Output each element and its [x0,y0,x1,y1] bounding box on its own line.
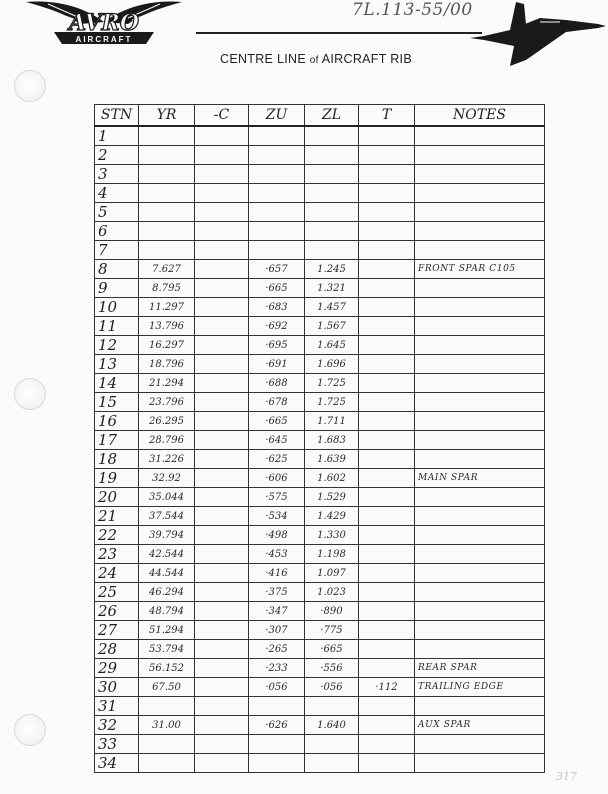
cell-notes: AUX SPAR [415,716,545,735]
table-row [95,488,545,507]
cell-zl: 1.245 [305,260,359,279]
table-row [95,412,545,431]
cell-c [195,317,249,336]
cell-notes [415,488,545,507]
cell-c [195,393,249,412]
cell-c [195,716,249,735]
cell-yr: 21.294 [139,374,195,393]
delta-jet-icon [470,0,608,68]
cell-zu: ·665 [249,412,305,431]
cell-zl [305,146,359,165]
cell-notes [415,279,545,298]
column-header-zu: ZU [249,105,305,127]
cell-zl: 1.097 [305,564,359,583]
cell-stn: 31 [95,697,139,716]
cell-notes [415,450,545,469]
cell-stn: 16 [95,412,139,431]
cell-t [359,260,415,279]
table-row [95,564,545,583]
cell-yr: 28.796 [139,431,195,450]
cell-yr: 16.297 [139,336,195,355]
cell-yr [139,222,195,241]
cell-notes [415,621,545,640]
table-row [95,260,545,279]
cell-zu: ·498 [249,526,305,545]
table-row [95,184,545,203]
cell-zl: ·890 [305,602,359,621]
cell-yr: 8.795 [139,279,195,298]
table-row [95,279,545,298]
cell-zu [249,146,305,165]
cell-zl: 1.696 [305,355,359,374]
cell-t [359,640,415,659]
cell-zu [249,203,305,222]
cell-stn: 25 [95,583,139,602]
column-header-notes: NOTES [415,105,545,127]
table-row [95,507,545,526]
cell-yr: 46.294 [139,583,195,602]
cell-t [359,279,415,298]
cell-c [195,469,249,488]
cell-stn: 29 [95,659,139,678]
cell-stn: 2 [95,146,139,165]
cell-notes [415,583,545,602]
cell-zu: ·665 [249,279,305,298]
cell-zl: 1.645 [305,336,359,355]
table-row [95,545,545,564]
cell-stn: 10 [95,298,139,317]
cell-zu [249,735,305,754]
table-row [95,640,545,659]
table-row [95,393,545,412]
table-row [95,317,545,336]
cell-yr: 31.00 [139,716,195,735]
table-row [95,716,545,735]
cell-c [195,697,249,716]
table-row [95,431,545,450]
cell-zu [249,165,305,184]
cell-zu [249,184,305,203]
cell-t [359,507,415,526]
cell-yr: 11.297 [139,298,195,317]
cell-stn: 3 [95,165,139,184]
cell-notes [415,298,545,317]
cell-t [359,412,415,431]
cell-zl: 1.457 [305,298,359,317]
cell-stn: 27 [95,621,139,640]
cell-c [195,450,249,469]
cell-notes [415,355,545,374]
cell-stn: 8 [95,260,139,279]
cell-stn: 7 [95,241,139,260]
cell-notes: MAIN SPAR [415,469,545,488]
cell-yr: 37.544 [139,507,195,526]
cell-c [195,184,249,203]
cell-zu [249,222,305,241]
cell-c [195,146,249,165]
cell-yr: 67.50 [139,678,195,697]
cell-zu: ·691 [249,355,305,374]
cell-c [195,602,249,621]
cell-yr [139,165,195,184]
cell-yr: 26.295 [139,412,195,431]
cell-zl: 1.602 [305,469,359,488]
document-number: 7L.113-55/00 [352,0,473,20]
cell-yr: 23.796 [139,393,195,412]
cell-zl: 1.023 [305,583,359,602]
cell-yr: 48.794 [139,602,195,621]
cell-notes [415,545,545,564]
cell-zu: ·453 [249,545,305,564]
cell-zl [305,697,359,716]
cell-yr: 35.044 [139,488,195,507]
binder-hole-middle [14,378,46,410]
cell-zl [305,754,359,773]
cell-yr [139,126,195,146]
table-row [95,126,545,146]
cell-t [359,754,415,773]
cell-zl: 1.529 [305,488,359,507]
cell-stn: 9 [95,279,139,298]
cell-t [359,431,415,450]
cell-t [359,184,415,203]
cell-yr: 18.796 [139,355,195,374]
cell-t [359,203,415,222]
cell-notes [415,165,545,184]
cell-zl [305,184,359,203]
cell-t [359,450,415,469]
cell-stn: 34 [95,754,139,773]
cell-t [359,317,415,336]
cell-zu: ·657 [249,260,305,279]
cell-t [359,564,415,583]
cell-c [195,412,249,431]
cell-stn: 19 [95,469,139,488]
cell-notes [415,412,545,431]
column-header-t: T [359,105,415,127]
rib-coordinates-table [94,104,545,773]
cell-zl [305,241,359,260]
cell-notes [415,697,545,716]
cell-yr [139,241,195,260]
cell-zl [305,126,359,146]
cell-t [359,126,415,146]
cell-t [359,336,415,355]
table-row [95,602,545,621]
cell-zu: ·056 [249,678,305,697]
cell-t [359,165,415,184]
cell-notes: FRONT SPAR C105 [415,260,545,279]
cell-zu: ·416 [249,564,305,583]
cell-zl [305,165,359,184]
cell-stn: 23 [95,545,139,564]
table-row [95,659,545,678]
cell-zu: ·695 [249,336,305,355]
column-header-stn: STN [95,105,139,127]
table-row [95,735,545,754]
table-row [95,203,545,222]
column-header-yr: YR [139,105,195,127]
cell-zl: ·775 [305,621,359,640]
cell-c [195,336,249,355]
cell-t [359,374,415,393]
cell-c [195,260,249,279]
cell-yr: 56.152 [139,659,195,678]
cell-c [195,298,249,317]
cell-yr: 51.294 [139,621,195,640]
cell-c [195,507,249,526]
cell-c [195,488,249,507]
cell-c [195,222,249,241]
cell-zl: 1.429 [305,507,359,526]
cell-notes [415,126,545,146]
cell-t [359,526,415,545]
cell-zl: 1.683 [305,431,359,450]
cell-zu: ·534 [249,507,305,526]
cell-t [359,545,415,564]
cell-stn: 12 [95,336,139,355]
cell-notes [415,564,545,583]
cell-zu: ·347 [249,602,305,621]
cell-zl: 1.711 [305,412,359,431]
cell-zu: ·265 [249,640,305,659]
cell-c [195,564,249,583]
table-row [95,374,545,393]
cell-t [359,298,415,317]
cell-zl: ·556 [305,659,359,678]
cell-t [359,241,415,260]
cell-c [195,203,249,222]
cell-stn: 5 [95,203,139,222]
table-row [95,678,545,697]
cell-t [359,716,415,735]
header-rule [196,32,482,34]
table-row [95,146,545,165]
cell-yr: 7.627 [139,260,195,279]
cell-stn: 24 [95,564,139,583]
cell-notes [415,735,545,754]
cell-zu: ·606 [249,469,305,488]
cell-c [195,735,249,754]
cell-zl: 1.198 [305,545,359,564]
cell-stn: 30 [95,678,139,697]
cell-c [195,621,249,640]
cell-c [195,640,249,659]
cell-zl: 1.639 [305,450,359,469]
cell-t [359,697,415,716]
cell-c [195,431,249,450]
table-row [95,621,545,640]
cell-zu [249,126,305,146]
cell-stn: 17 [95,431,139,450]
cell-notes [415,241,545,260]
cell-notes: REAR SPAR [415,659,545,678]
cell-notes [415,393,545,412]
cell-yr: 42.544 [139,545,195,564]
cell-yr [139,735,195,754]
cell-yr [139,184,195,203]
cell-stn: 22 [95,526,139,545]
cell-zu: ·375 [249,583,305,602]
cell-t [359,469,415,488]
logo-subtext: AIRCRAFT [75,35,133,44]
table-row [95,526,545,545]
cell-t [359,659,415,678]
cell-zu: ·688 [249,374,305,393]
cell-stn: 20 [95,488,139,507]
cell-t [359,602,415,621]
cell-t: ·112 [359,678,415,697]
cell-t [359,583,415,602]
cell-stn: 1 [95,126,139,146]
cell-stn: 6 [95,222,139,241]
cell-c [195,678,249,697]
cell-zu: ·625 [249,450,305,469]
table-row [95,222,545,241]
cell-stn: 28 [95,640,139,659]
cell-stn: 11 [95,317,139,336]
cell-c [195,583,249,602]
table-row [95,754,545,773]
cell-t [359,355,415,374]
cell-zu [249,754,305,773]
cell-notes [415,184,545,203]
table-header-row [95,105,545,127]
cell-zu: ·575 [249,488,305,507]
cell-stn: 15 [95,393,139,412]
cell-notes [415,507,545,526]
table-row [95,355,545,374]
cell-c [195,355,249,374]
cell-notes [415,222,545,241]
cell-c [195,126,249,146]
cell-t [359,222,415,241]
cell-c [195,241,249,260]
table-row [95,583,545,602]
cell-notes [415,374,545,393]
cell-yr: 32.92 [139,469,195,488]
cell-zl: 1.567 [305,317,359,336]
cell-yr [139,754,195,773]
cell-notes [415,602,545,621]
cell-c [195,659,249,678]
cell-zu: ·233 [249,659,305,678]
binder-hole-top [14,70,46,102]
cell-zu: ·645 [249,431,305,450]
cell-stn: 14 [95,374,139,393]
table-row [95,450,545,469]
cell-zu: ·626 [249,716,305,735]
cell-zl: 1.321 [305,279,359,298]
cell-t [359,393,415,412]
column-header-c: -C [195,105,249,127]
cell-notes [415,336,545,355]
cell-zu: ·678 [249,393,305,412]
cell-zu: ·307 [249,621,305,640]
cell-yr: 13.796 [139,317,195,336]
cell-zl [305,735,359,754]
cell-stn: 18 [95,450,139,469]
cell-zl: 1.330 [305,526,359,545]
cell-zl [305,203,359,222]
cell-zu: ·683 [249,298,305,317]
cell-zl: 1.725 [305,393,359,412]
cell-stn: 32 [95,716,139,735]
cell-stn: 26 [95,602,139,621]
cell-notes [415,317,545,336]
cell-yr [139,203,195,222]
table-row [95,469,545,488]
cell-c [195,165,249,184]
cell-notes [415,203,545,222]
page-title: CENTRE LINE of AIRCRAFT RIB [220,52,412,66]
cell-notes [415,431,545,450]
cell-c [195,279,249,298]
table-row [95,298,545,317]
cell-t [359,621,415,640]
cell-c [195,374,249,393]
corner-mark: 317 [556,770,577,783]
cell-yr [139,146,195,165]
cell-notes [415,640,545,659]
cell-notes: TRAILING EDGE [415,678,545,697]
cell-t [359,146,415,165]
cell-stn: 13 [95,355,139,374]
cell-zl: ·056 [305,678,359,697]
cell-stn: 21 [95,507,139,526]
cell-zl: 1.640 [305,716,359,735]
table-row [95,165,545,184]
binder-hole-bottom [14,714,46,746]
avro-logo [20,0,188,48]
cell-zl: ·665 [305,640,359,659]
table-row [95,241,545,260]
cell-c [195,526,249,545]
cell-zu [249,241,305,260]
cell-zu [249,697,305,716]
cell-zu: ·692 [249,317,305,336]
cell-zl [305,222,359,241]
cell-stn: 33 [95,735,139,754]
cell-notes [415,146,545,165]
cell-c [195,545,249,564]
cell-c [195,754,249,773]
cell-yr: 31.226 [139,450,195,469]
cell-stn: 4 [95,184,139,203]
cell-yr: 53.794 [139,640,195,659]
cell-t [359,735,415,754]
cell-yr [139,697,195,716]
cell-notes [415,754,545,773]
table-row [95,697,545,716]
cell-yr: 44.544 [139,564,195,583]
cell-t [359,488,415,507]
cell-zl: 1.725 [305,374,359,393]
column-header-zl: ZL [305,105,359,127]
logo-wordmark: AVRO [69,10,139,36]
cell-yr: 39.794 [139,526,195,545]
cell-notes [415,526,545,545]
table-row [95,336,545,355]
